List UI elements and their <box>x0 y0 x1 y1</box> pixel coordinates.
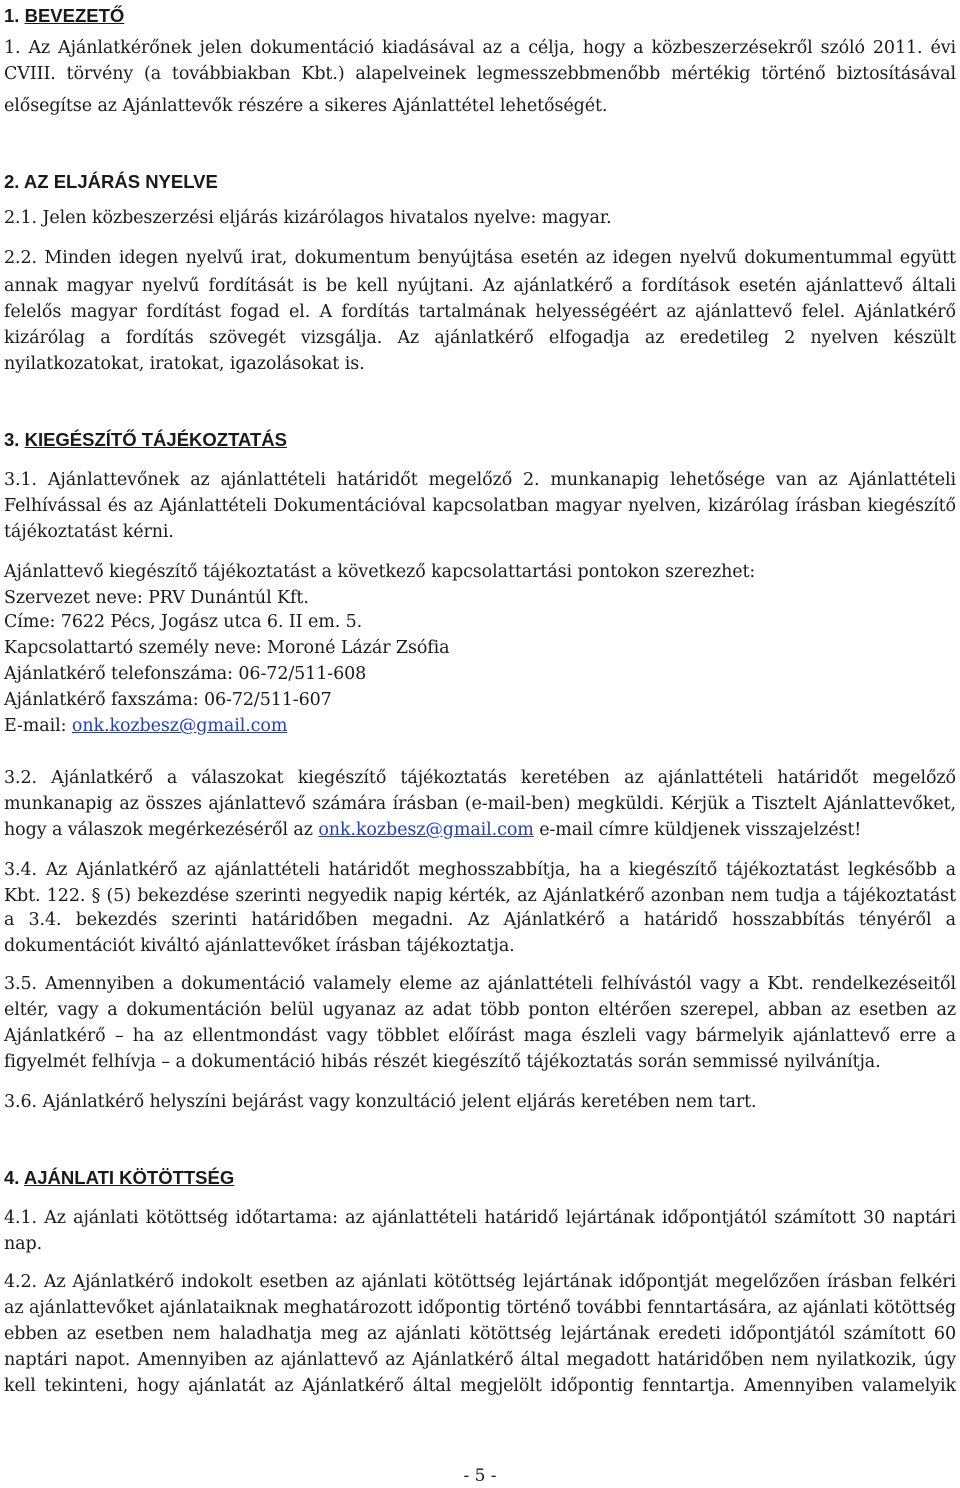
section-3-heading <box>4 428 287 452</box>
text-span: e-mail címre küldjenek visszajelzést! <box>533 820 862 840</box>
paragraph-2-1: 2.1. Jelen közbeszerzési eljárás kizárólagos hivatalos nyelve: magyar. <box>4 208 612 228</box>
section-1-title: BEVEZETŐ <box>24 5 125 26</box>
paragraph-line: Ajánlatkérő – ha az ellentmondást vagy többlet előírást maga észleli vagy bármelyik ajánlattevő erre a <box>4 1026 956 1046</box>
paragraph-line: tájékoztatást kérni. <box>4 522 174 542</box>
paragraph-line: 3.5. Amennyiben a dokumentáció valamely eleme az ajánlattételi felhívástól vagy a Kbt. rendelkezéseitől <box>4 974 956 994</box>
contact-email-link[interactable]: onk.kozbesz@gmail.com <box>71 716 288 736</box>
paragraph-line: 4.2. Az Ajánlatkérő indokolt esetben az ajánlati kötöttség lejártának időpontját megelőzően írásban felkéri <box>4 1272 956 1292</box>
contact-email-label: E-mail: <box>4 716 72 736</box>
paragraph-line: nyilatkozatokat, iratokat, igazolásokat is. <box>4 354 365 374</box>
section-2-title: AZ ELJÁRÁS NYELVE <box>23 171 218 192</box>
paragraph-line: 4.1. Az ajánlati kötöttség időtartama: az ajánlattételi határidő lejártának időpontjától számított 30 naptári <box>4 1208 956 1228</box>
section-4-heading <box>4 1166 234 1190</box>
section-2-number: 2. <box>4 171 20 192</box>
paragraph-line: a 3.4. bekezdés szerinti határidőben megadni. Az Ajánlatkérő a határidő hosszabbítás tényéről a <box>4 910 956 930</box>
contact-email-line <box>4 714 287 738</box>
paragraph-line: figyelmét felhívja – a dokumentáció hibás részét kiegészítő tájékoztatás során semmissé nyilvánítja. <box>4 1052 881 1072</box>
paragraph-line: munkanapig az összes ajánlattevő számára írásban (e-mail-ben) megküldi. Kérjük a Tisztelt Ajánlattevőket, <box>4 794 956 814</box>
section-3-number: 3. <box>4 429 20 450</box>
paragraph-line: kell tekinteni, hogy ajánlatát az Ajánlatkérő által megjelölt időpontig fenntartja. Amennyiben valamelyik <box>4 1376 956 1396</box>
paragraph-line: kizárólag a fordítás szövegét vizsgálja. Az ajánlatkérő elfogadja az eredetileg 2 nyelven készült <box>4 328 956 348</box>
paragraph-line: annak magyar nyelvű fordítását is be kell nyújtani. Az ajánlatkérő a fordítások esetén ajánlattevő általi <box>4 276 956 296</box>
paragraph-3-6: 3.6. Ajánlatkérő helyszíni bejárást vagy konzultáció jelent eljárás keretében nem tart. <box>4 1092 757 1112</box>
paragraph-line: naptári napot. Amennyiben az ajánlattevő az Ajánlatkérő által megadott határidőben nem nyilatkozik, úgy <box>4 1350 956 1370</box>
section-2-heading <box>4 170 218 194</box>
page-number: - 5 - <box>463 1466 497 1486</box>
paragraph-line: nap. <box>4 1234 43 1254</box>
paragraph-3-2-last-line <box>4 818 861 842</box>
text-span: hogy a válaszok megérkezéséről az <box>4 820 319 840</box>
paragraph-line: 2.2. Minden idegen nyelvű irat, dokumentum benyújtása esetén az idegen nyelvű dokumentummal együtt <box>4 248 956 268</box>
contact-fax: Ajánlatkérő faxszáma: 06-72/511-607 <box>4 690 332 710</box>
paragraph-line: 1. Az Ajánlatkérőnek jelen dokumentáció kiadásával az a célja, hogy a közbeszerzésekről szóló 2011. évi <box>4 38 956 58</box>
section-1-heading <box>4 4 124 28</box>
paragraph-line: felelős magyar fordítást fogad el. A fordítás tartalmának helyességéért az ajánlattevő felel. Ajánlatkérő <box>4 302 956 322</box>
paragraph-line: CVIII. törvény (a továbbiakban Kbt.) alapelveinek legmesszebbmenőbb mértékig történő biztosításával <box>4 64 956 84</box>
section-4-title: AJÁNLATI KÖTÖTTSÉG <box>23 1167 235 1188</box>
section-1-number: 1. <box>4 5 20 26</box>
paragraph-line: az ajánlattevőket ajánlataiknak meghatározott időpontig történő további fenntartására, az ajánlati kötöttség <box>4 1298 956 1318</box>
paragraph-line: 3.1. Ajánlattevőnek az ajánlattételi határidőt megelőző 2. munkanapig lehetősége van az Ajánlattételi <box>4 470 956 490</box>
paragraph-line: 3.4. Az Ajánlatkérő az ajánlattételi határidőt meghosszabbítja, ha a kiegészítő tájékoztatást legkésőbb a <box>4 860 956 880</box>
paragraph-line: Kbt. 122. § (5) bekezdése szerinti negyedik napig kérték, az Ajánlatkérő azonban nem tudja a tájékoztatást <box>4 886 956 906</box>
section-3-title: KIEGÉSZÍTŐ TÁJÉKOZTATÁS <box>24 429 288 450</box>
section-4-number: 4. <box>4 1167 20 1188</box>
paragraph-line: dokumentációt kiváltó ajánlattevőket írásban tájékoztatja. <box>4 936 515 956</box>
email-link[interactable]: onk.kozbesz@gmail.com <box>318 820 534 840</box>
contact-phone: Ajánlatkérő telefonszáma: 06-72/511-608 <box>4 664 367 684</box>
paragraph-line: eltér, vagy a dokumentáción belül ugyanaz az adat több ponton eltérően szerepel, abban az esetben az <box>4 1000 956 1020</box>
contact-org: Szervezet neve: PRV Dunántúl Kft. <box>4 588 309 608</box>
contact-person: Kapcsolattartó személy neve: Moroné Lázár Zsófia <box>4 638 450 658</box>
paragraph-line: 3.2. Ajánlatkérő a válaszokat kiegészítő tájékoztatás keretében az ajánlattételi határidőt megelőző <box>4 768 956 788</box>
contact-intro: Ajánlattevő kiegészítő tájékoztatást a következő kapcsolattartási pontokon szerezhet: <box>4 562 756 582</box>
paragraph-line: Felhívással és az Ajánlattételi Dokumentációval kapcsolatban magyar nyelven, kizárólag írásban kiegészítő <box>4 496 956 516</box>
paragraph-line: ebben az esetben nem haladhatja meg az ajánlati kötöttség lejártának eredeti időpontjától számított 60 <box>4 1324 956 1344</box>
paragraph-line: elősegítse az Ajánlattevők részére a sikeres Ajánlattétel lehetőségét. <box>4 96 608 116</box>
contact-address: Címe: 7622 Pécs, Jogász utca 6. II em. 5. <box>4 612 363 632</box>
